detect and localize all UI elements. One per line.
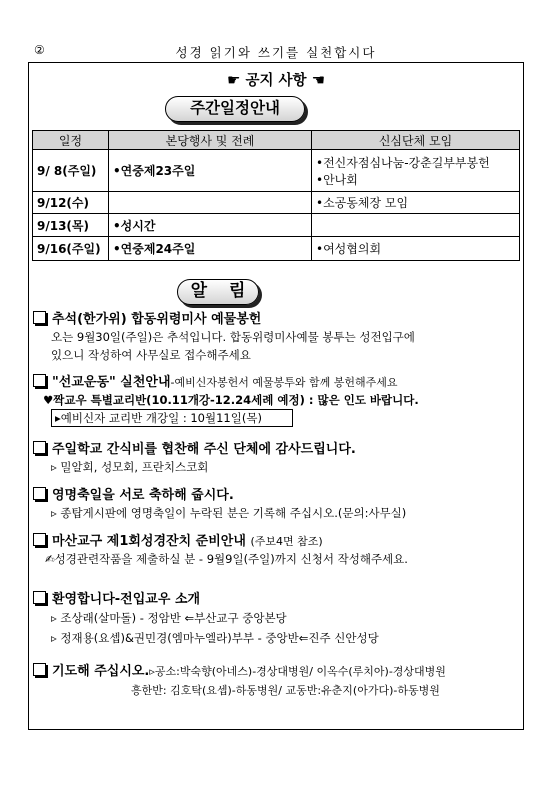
announcement-title-note: (주보4면 참조) (250, 535, 323, 548)
announcement-text: ▹ 종탑게시판에 영명축일이 누락된 분은 기록해 주십시오.(문의:사무실) (51, 506, 407, 520)
announcement-feast-day (33, 487, 519, 522)
announcement-prayer (33, 663, 519, 702)
table-row (33, 150, 520, 192)
announcement-mission (33, 374, 519, 427)
group-meeting: •전신자점심나눔-강춘길부부봉헌 (316, 155, 490, 170)
group-meeting: •안나회 (316, 172, 358, 187)
announcement-text: 흥한반: 김호탁(요셉)-하동병원/ 교동반:유춘지(아가다)-하동병원 (131, 684, 440, 697)
parish-event: •연중제23주일 (109, 150, 312, 192)
announcement-chuseok (33, 311, 519, 364)
parish-event: •연중제24주일 (109, 237, 312, 261)
pointing-hand-left-icon: ☚ (311, 71, 326, 89)
announcement-text-boxed: ▸예비신자 교리반 개강일 : 10월11일(목) (51, 409, 293, 427)
weekly-schedule-table (32, 130, 520, 261)
parish-event (109, 192, 312, 214)
checkbox-square-icon (33, 533, 46, 546)
table-header-row (33, 131, 520, 150)
announcement-title-note: -예비신자봉헌서 예물봉투와 함께 봉헌해주세요 (170, 376, 398, 389)
checkbox-square-icon (33, 374, 46, 387)
group-meeting: •소공동체장 모임 (312, 192, 520, 214)
checkbox-square-icon (33, 311, 46, 324)
announcement-text: ▹ 조상래(살마돌) - 정암반 ⇐부산교구 중앙본당 (51, 611, 287, 625)
announcement-text: ♥짝교우 특별교리반(10.11개강-12.24세례 예정) : 많은 인도 바랍니다. (43, 393, 419, 407)
checkbox-square-icon (33, 591, 46, 604)
weekly-schedule-title: 주간일정안내 (165, 96, 305, 122)
table-row (33, 214, 520, 237)
announcement-text: ✍성경관련작품을 제출하실 분 - 9월9일(주일)까지 신청서 작성해주세요. (45, 552, 408, 566)
announcement-text: ▹ 밀알회, 성모회, 프란치스코회 (51, 460, 209, 474)
checkbox-square-icon (33, 487, 46, 500)
group-meeting (312, 214, 520, 237)
announcement-title: 환영합니다-전입교우 소개 (52, 592, 201, 607)
group-meetings (312, 150, 520, 192)
column-header: 일정 (33, 131, 109, 150)
announcement-text: 오는 9월30일(주일)은 추석입니다. 합동위령미사예물 봉투는 성전입구에 (51, 330, 415, 344)
checkbox-square-icon (33, 663, 46, 676)
announcement-bible-festival (33, 533, 519, 568)
announcement-title: 추석(한가위) 합동위령미사 예물봉헌 (52, 312, 262, 327)
pointing-hand-right-icon: ☛ (226, 71, 241, 89)
schedule-date: 9/12(수) (33, 192, 109, 214)
announcement-title: 영명축일을 서로 축하해 줍시다. (52, 488, 234, 503)
announcement-title: "선교운동" 실천안내 (52, 375, 171, 390)
notice-heading (29, 69, 523, 90)
announcement-text: ▹ 정재용(요셉)&권민경(엠마누엘라)부부 - 중앙반⇐진주 신안성당 (51, 631, 379, 645)
schedule-date: 9/13(목) (33, 214, 109, 237)
schedule-date: 9/16(주일) (33, 237, 109, 261)
notice-title: 공지 사항 (245, 73, 307, 89)
column-header: 신심단체 모임 (312, 131, 520, 150)
announcement-text: 있으니 작성하여 사무실로 접수해주세요 (51, 348, 251, 362)
announcement-title: 주일학교 간식비를 협찬해 주신 단체에 감사드립니다. (52, 442, 356, 457)
page-number: ② (34, 43, 45, 57)
table-row (33, 237, 520, 261)
announcement-text: ▹공소:박숙향(아네스)-경상대병원/ 이옥수(루치아)-경상대병원 (149, 665, 446, 678)
checkbox-square-icon (33, 441, 46, 454)
announcements-title: 알 림 (177, 279, 259, 305)
announcement-title: 기도해 주십시오. (52, 664, 150, 679)
bulletin-frame (28, 62, 524, 730)
announcement-title: 마산교구 제1회성경잔치 준비안내 (52, 534, 246, 549)
announcement-welcome (33, 591, 519, 648)
table-row (33, 192, 520, 214)
schedule-date: 9/ 8(주일) (33, 150, 109, 192)
group-meeting: •여성협의회 (312, 237, 520, 261)
parish-event: •성시간 (109, 214, 312, 237)
column-header: 본당행사 및 전례 (109, 131, 312, 150)
header-motto: 성경 읽기와 쓰기를 실천합시다 (175, 45, 377, 60)
announcement-sunday-school (33, 441, 519, 476)
page-header (28, 40, 524, 62)
